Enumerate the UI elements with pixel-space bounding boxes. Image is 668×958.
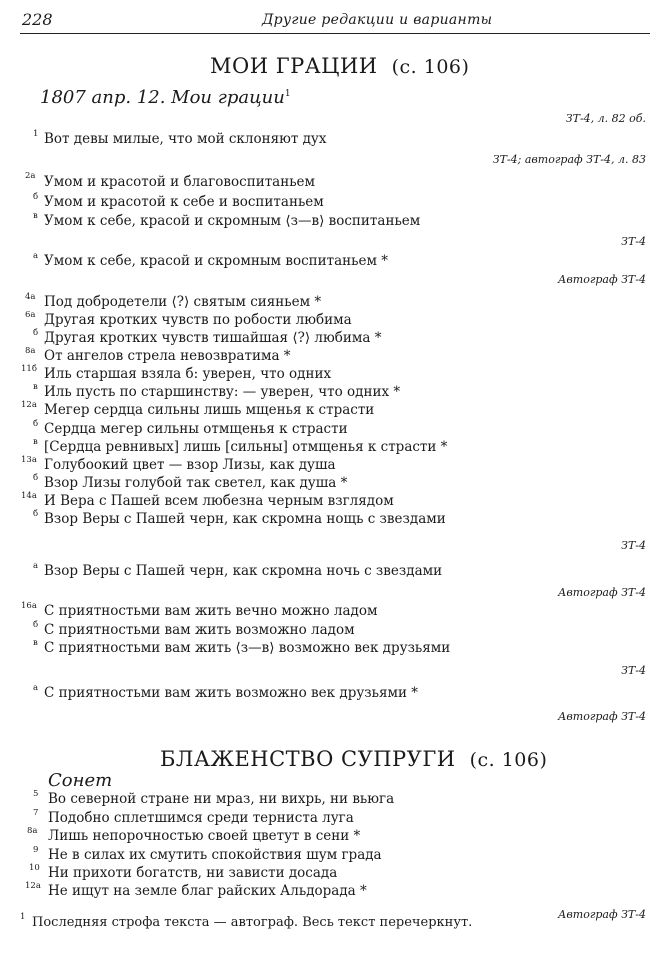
- section-subtitle: Сонет: [48, 770, 113, 791]
- section-title-text: МОИ ГРАЦИИ: [210, 54, 378, 78]
- verse-line: Взор Веры с Пашей черн, как скромна нощь с звездами: [44, 511, 446, 527]
- source-note: ЗТ-4: [621, 664, 646, 677]
- verse-line: Сердца мегер сильны отмщенья к страсти: [44, 421, 348, 437]
- line-number: б: [33, 509, 39, 519]
- line-number: 11б: [21, 364, 37, 374]
- line-number: 16а: [21, 601, 37, 611]
- section-title-blazhenstvo-suprugi: [160, 747, 547, 771]
- page-number: 228: [22, 10, 53, 29]
- source-note: Автограф ЗТ-4: [558, 908, 646, 921]
- line-number: 14а: [21, 491, 37, 501]
- verse-line: Другая кротких чувств тишайшая ⟨?⟩ любима *: [44, 330, 382, 346]
- running-title: Другие редакции и варианты: [262, 12, 493, 28]
- line-number: а: [33, 683, 39, 693]
- line-number: б: [33, 328, 39, 338]
- line-number: в: [33, 437, 38, 447]
- source-note: ЗТ-4: [621, 235, 646, 248]
- verse-line: Во северной стране ни мраз, ни вихрь, ни вьюга: [48, 791, 395, 807]
- line-number: б: [33, 473, 39, 483]
- verse-line: Умом и красотой к себе и воспитаньем: [44, 194, 324, 210]
- verse-line: Лишь непорочностью своей цветут в сени *: [48, 828, 361, 844]
- verse-line: Подобно сплетшимся среди терниста луга: [48, 810, 354, 826]
- line-number: 13а: [21, 455, 37, 465]
- line-number: 1: [33, 129, 39, 139]
- verse-line: Иль пусть по старшинству: — уверен, что одних *: [44, 384, 401, 400]
- footnote-number: 1: [20, 912, 26, 922]
- verse-line: Умом к себе, красой и скромным воспитаньем *: [44, 253, 389, 269]
- line-number: 12а: [21, 400, 37, 410]
- verse-line: С приятностьми вам жить ⟨з—в⟩ возможно век друзьями: [44, 640, 451, 656]
- verse-line: Не ищут на земле благ райских Альдорада *: [48, 883, 367, 899]
- source-note: Автограф ЗТ-4: [558, 710, 646, 723]
- verse-line: Умом к себе, красой и скромным ⟨з—в⟩ воспитаньем: [44, 213, 421, 229]
- verse-line: От ангелов стрела невозвратима *: [44, 348, 291, 364]
- verse-line: Иль старшая взяла б: уверен, что одних: [44, 366, 332, 382]
- line-number: 10: [29, 863, 40, 873]
- line-number: б: [33, 419, 39, 429]
- verse-line: Другая кротких чувств по робости любима: [44, 312, 352, 328]
- line-number: 12а: [25, 881, 41, 891]
- line-number: 2а: [25, 171, 36, 181]
- line-number: 7: [33, 808, 39, 818]
- line-number: в: [33, 638, 38, 648]
- line-number: 9: [33, 845, 39, 855]
- footnote-text: Последняя строфа текста — автограф. Весь текст перечеркнут.: [32, 915, 473, 930]
- line-number: б: [33, 620, 39, 630]
- line-number: в: [33, 211, 38, 221]
- verse-line: Мегер сердца сильны лишь мщенья к страсти: [44, 402, 375, 418]
- verse-line: Не в силах их смутить спокойствия шум града: [48, 847, 382, 863]
- section-subtitle: [40, 87, 291, 108]
- verse-line: С приятностьми вам жить возможно ладом: [44, 622, 355, 638]
- source-note: ЗТ-4: [621, 539, 646, 552]
- verse-line: Ни прихоти богатств, ни зависти досада: [48, 865, 338, 881]
- line-number: а: [33, 251, 39, 261]
- page-ref: (с. 106): [391, 56, 470, 78]
- verse-line: С приятностьми вам жить вечно можно ладом: [44, 603, 378, 619]
- line-number: 8а: [27, 826, 38, 836]
- subtitle-text: 1807 апр. 12. Мои грации: [40, 87, 285, 108]
- line-number: в: [33, 382, 38, 392]
- verse-line: [Сердца ревнивых] лишь [сильны] отмщенья к страсти *: [44, 439, 448, 455]
- line-number: 6а: [25, 310, 36, 320]
- verse-line: Взор Лизы голубой так светел, как душа *: [44, 475, 348, 491]
- line-number: б: [33, 192, 39, 202]
- section-title-moi-gratsii: [210, 54, 469, 78]
- line-number: а: [33, 561, 39, 571]
- source-note: Автограф ЗТ-4: [558, 273, 646, 286]
- source-note: ЗТ-4; автограф ЗТ-4, л. 83: [492, 153, 646, 166]
- verse-line: Умом и красотой и благовоспитаньем: [44, 174, 316, 190]
- line-number: 4а: [25, 292, 36, 302]
- header-rule: [20, 33, 650, 34]
- line-number: 5: [33, 789, 39, 799]
- source-note: ЗТ-4, л. 82 об.: [565, 112, 646, 125]
- footnote-marker: 1: [284, 89, 291, 99]
- section-title-text: БЛАЖЕНСТВО СУПРУГИ: [160, 747, 456, 771]
- verse-line: С приятностьми вам жить возможно век друзьями *: [44, 685, 419, 701]
- verse-line: Голубоокий цвет — взор Лизы, как душа: [44, 457, 336, 473]
- verse-line: И Вера с Пашей всем любезна черным взглядом: [44, 493, 394, 509]
- page-ref: (с. 106): [469, 749, 548, 771]
- line-number: 8а: [25, 346, 36, 356]
- verse-line: Вот девы милые, что мой склоняют дух: [44, 131, 327, 147]
- source-note: Автограф ЗТ-4: [558, 586, 646, 599]
- verse-line: Под добродетели ⟨?⟩ святым сияньем *: [44, 294, 322, 310]
- verse-line: Взор Веры с Пашей черн, как скромна ночь с звездами: [44, 563, 443, 579]
